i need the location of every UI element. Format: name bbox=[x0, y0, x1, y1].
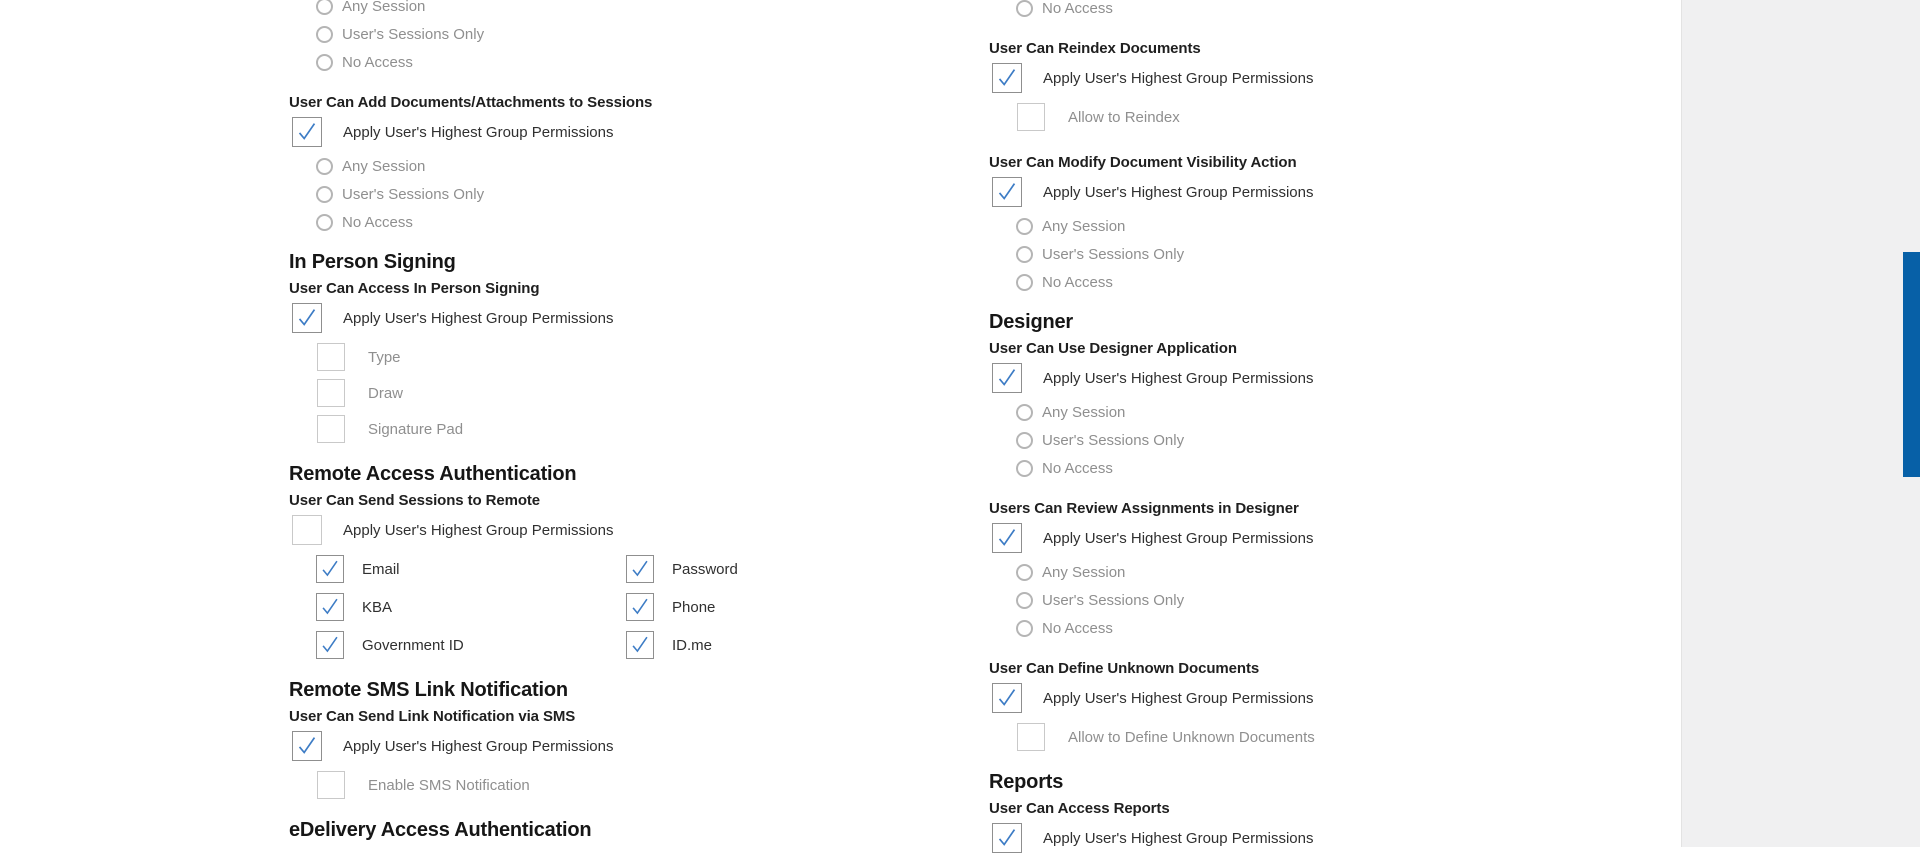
radio-label: User's Sessions Only bbox=[1042, 431, 1185, 449]
radio-option bbox=[989, 459, 1659, 477]
auth-method-option bbox=[626, 631, 712, 659]
radio-option bbox=[989, 403, 1659, 421]
section-title: Remote SMS Link Notification bbox=[289, 679, 568, 701]
check-icon bbox=[293, 304, 321, 332]
checkbox-row bbox=[989, 683, 1659, 713]
check-icon bbox=[993, 524, 1021, 552]
checkbox[interactable] bbox=[992, 523, 1022, 553]
permission-group-title: Users Can Review Assignments in Designer bbox=[989, 500, 1299, 517]
check-icon bbox=[627, 632, 653, 658]
checkbox[interactable] bbox=[292, 731, 322, 761]
check-icon bbox=[317, 632, 343, 658]
checkbox-row bbox=[289, 415, 959, 443]
checkbox-row bbox=[989, 823, 1659, 853]
radio-option bbox=[289, 185, 959, 203]
checkbox-label: Allow to Reindex bbox=[1068, 108, 1180, 126]
permission-group-title: User Can Reindex Documents bbox=[989, 40, 1201, 57]
checkbox[interactable] bbox=[1017, 723, 1045, 751]
radio-button-icon[interactable] bbox=[1016, 246, 1033, 263]
radio-button-icon[interactable] bbox=[1016, 564, 1033, 581]
radio-option bbox=[989, 273, 1659, 291]
radio-label: No Access bbox=[342, 213, 413, 231]
auth-method-option bbox=[626, 593, 715, 621]
checkbox-label: Allow to Define Unknown Documents bbox=[1068, 728, 1315, 746]
checkbox-row bbox=[289, 117, 959, 147]
checkbox-label: Phone bbox=[672, 598, 716, 616]
permission-group-title: User Can Access In Person Signing bbox=[289, 280, 540, 297]
checkbox-row bbox=[289, 303, 959, 333]
checkbox-label: Apply User's Highest Group Permissions bbox=[1043, 829, 1314, 847]
radio-button-icon[interactable] bbox=[1016, 0, 1033, 17]
radio-option bbox=[989, 619, 1659, 637]
checkbox-label: Apply User's Highest Group Permissions bbox=[1043, 69, 1314, 87]
radio-option bbox=[989, 217, 1659, 235]
auth-method-option bbox=[626, 555, 738, 583]
radio-button-icon[interactable] bbox=[316, 26, 333, 43]
checkbox-row bbox=[989, 723, 1659, 751]
checkbox-label: Type bbox=[368, 348, 401, 366]
radio-label: User's Sessions Only bbox=[342, 25, 485, 43]
radio-option bbox=[989, 591, 1659, 609]
radio-label: No Access bbox=[1042, 0, 1113, 17]
radio-option bbox=[989, 563, 1659, 581]
radio-label: Any Session bbox=[1042, 563, 1126, 581]
checkbox-row bbox=[989, 177, 1659, 207]
permission-group-title: User Can Use Designer Application bbox=[989, 340, 1237, 357]
checkbox[interactable] bbox=[317, 379, 345, 407]
checkbox[interactable] bbox=[1017, 103, 1045, 131]
checkbox[interactable] bbox=[992, 823, 1022, 853]
radio-label: Any Session bbox=[1042, 403, 1126, 421]
radio-button-icon[interactable] bbox=[316, 0, 333, 15]
permissions-column-left bbox=[289, 0, 959, 843]
radio-label: Any Session bbox=[1042, 217, 1126, 235]
auth-method-grid-row bbox=[289, 631, 959, 659]
radio-label: Any Session bbox=[342, 0, 426, 15]
checkbox-row bbox=[289, 343, 959, 371]
permission-group-title: User Can Access Reports bbox=[989, 800, 1170, 817]
checkbox-label: Password bbox=[672, 560, 738, 578]
checkbox-label: KBA bbox=[362, 598, 393, 616]
checkbox[interactable] bbox=[317, 343, 345, 371]
content-gutter bbox=[1681, 0, 1920, 847]
radio-option bbox=[289, 0, 959, 15]
auth-method-option bbox=[316, 555, 400, 583]
checkbox[interactable] bbox=[316, 593, 344, 621]
checkbox-label: Apply User's Highest Group Permissions bbox=[1043, 689, 1314, 707]
checkbox[interactable] bbox=[292, 515, 322, 545]
checkbox-label: Apply User's Highest Group Permissions bbox=[343, 521, 614, 539]
check-icon bbox=[293, 118, 321, 146]
radio-button-icon[interactable] bbox=[1016, 432, 1033, 449]
checkbox[interactable] bbox=[626, 631, 654, 659]
radio-option bbox=[289, 53, 959, 71]
checkbox-label: Apply User's Highest Group Permissions bbox=[1043, 183, 1314, 201]
auth-method-grid bbox=[289, 555, 959, 659]
checkbox[interactable] bbox=[316, 631, 344, 659]
checkbox-label: Email bbox=[362, 560, 400, 578]
radio-option bbox=[289, 213, 959, 231]
checkbox-row bbox=[289, 731, 959, 761]
checkbox-label: Enable SMS Notification bbox=[368, 776, 530, 794]
radio-label: No Access bbox=[342, 53, 413, 71]
checkbox[interactable] bbox=[992, 683, 1022, 713]
checkbox[interactable] bbox=[992, 63, 1022, 93]
radio-button-icon[interactable] bbox=[316, 54, 333, 71]
checkbox-label: Apply User's Highest Group Permissions bbox=[1043, 529, 1314, 547]
checkbox-label: Apply User's Highest Group Permissions bbox=[343, 123, 614, 141]
permission-group-title: User Can Define Unknown Documents bbox=[989, 660, 1260, 677]
permission-group-title: User Can Send Sessions to Remote bbox=[289, 492, 541, 509]
checkbox-row bbox=[989, 523, 1659, 553]
checkbox[interactable] bbox=[626, 593, 654, 621]
checkbox[interactable] bbox=[292, 303, 322, 333]
radio-option bbox=[989, 245, 1659, 263]
checkbox-label: Apply User's Highest Group Permissions bbox=[343, 737, 614, 755]
check-icon bbox=[627, 594, 653, 620]
permissions-column-right bbox=[989, 0, 1659, 853]
checkbox-row bbox=[989, 103, 1659, 131]
check-icon bbox=[293, 732, 321, 760]
radio-label: User's Sessions Only bbox=[342, 185, 485, 203]
checkbox-label: Signature Pad bbox=[368, 420, 464, 438]
section-title: In Person Signing bbox=[289, 251, 456, 273]
checkbox-label: Apply User's Highest Group Permissions bbox=[1043, 369, 1314, 387]
checkbox[interactable] bbox=[992, 177, 1022, 207]
scrollbar-thumb[interactable] bbox=[1903, 252, 1920, 477]
section-title: Designer bbox=[989, 311, 1073, 333]
checkbox-label: Government ID bbox=[362, 636, 464, 654]
radio-option bbox=[289, 157, 959, 175]
checkbox[interactable] bbox=[626, 555, 654, 583]
check-icon bbox=[993, 178, 1021, 206]
radio-button-icon[interactable] bbox=[1016, 274, 1033, 291]
radio-option bbox=[289, 25, 959, 43]
checkbox-label: Apply User's Highest Group Permissions bbox=[343, 309, 614, 327]
permission-group-title: User Can Add Documents/Attachments to Sessions bbox=[289, 94, 653, 111]
checkbox-row bbox=[289, 515, 959, 545]
section-title: Remote Access Authentication bbox=[289, 463, 577, 485]
checkbox-label: Draw bbox=[368, 384, 404, 402]
check-icon bbox=[993, 364, 1021, 392]
radio-button-icon[interactable] bbox=[1016, 592, 1033, 609]
check-icon bbox=[627, 556, 653, 582]
checkbox[interactable] bbox=[317, 771, 345, 799]
checkbox-row bbox=[289, 379, 959, 407]
checkbox-row bbox=[289, 771, 959, 799]
radio-label: User's Sessions Only bbox=[1042, 591, 1185, 609]
section-title: Reports bbox=[989, 771, 1064, 793]
check-icon bbox=[993, 684, 1021, 712]
checkbox[interactable] bbox=[992, 363, 1022, 393]
radio-button-icon[interactable] bbox=[316, 158, 333, 175]
checkbox-row bbox=[989, 363, 1659, 393]
check-icon bbox=[993, 64, 1021, 92]
radio-label: Any Session bbox=[342, 157, 426, 175]
checkbox[interactable] bbox=[316, 555, 344, 583]
radio-label: User's Sessions Only bbox=[1042, 245, 1185, 263]
radio-label: No Access bbox=[1042, 273, 1113, 291]
radio-button-icon[interactable] bbox=[1016, 404, 1033, 421]
check-icon bbox=[993, 824, 1021, 852]
radio-button-icon[interactable] bbox=[1016, 460, 1033, 477]
radio-button-icon[interactable] bbox=[1016, 620, 1033, 637]
radio-label: No Access bbox=[1042, 619, 1113, 637]
checkbox[interactable] bbox=[292, 117, 322, 147]
radio-option bbox=[989, 0, 1659, 17]
auth-method-grid-row bbox=[289, 593, 959, 621]
auth-method-option bbox=[316, 593, 392, 621]
check-icon bbox=[317, 594, 343, 620]
radio-button-icon[interactable] bbox=[316, 186, 333, 203]
radio-button-icon[interactable] bbox=[316, 214, 333, 231]
auth-method-grid-row bbox=[289, 555, 959, 583]
checkbox-row bbox=[989, 63, 1659, 93]
checkbox[interactable] bbox=[317, 415, 345, 443]
checkbox-label: ID.me bbox=[672, 636, 713, 654]
radio-button-icon[interactable] bbox=[1016, 218, 1033, 235]
check-icon bbox=[317, 556, 343, 582]
radio-option bbox=[989, 431, 1659, 449]
section-title: eDelivery Access Authentication bbox=[289, 819, 592, 841]
auth-method-option bbox=[316, 631, 464, 659]
radio-label: No Access bbox=[1042, 459, 1113, 477]
permission-group-title: User Can Send Link Notification via SMS bbox=[289, 708, 576, 725]
permission-group-title: User Can Modify Document Visibility Action bbox=[989, 154, 1297, 171]
